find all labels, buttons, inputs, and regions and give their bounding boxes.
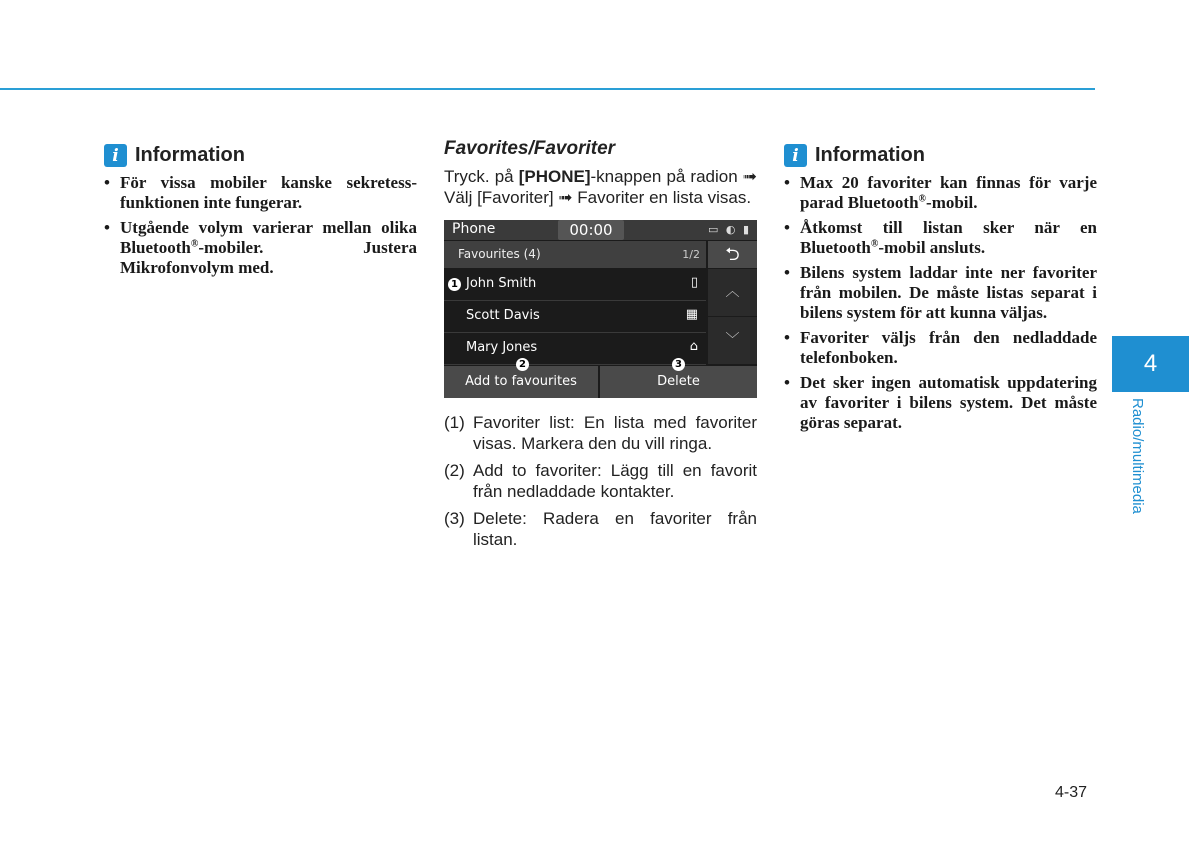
phone-screen-figure: [444, 220, 757, 398]
scroll-up-icon[interactable]: ︿: [708, 269, 757, 316]
favourites-list-header: [444, 241, 706, 268]
header-rule: [0, 88, 1095, 90]
info-bullet: • Max 20 favoriter kan finnas för varje parad Bluetooth®-mobil.: [784, 173, 1097, 213]
favourite-row-john[interactable]: [444, 269, 706, 301]
info-bullet: • Favoriter väljs från den nedladdade telefonboken.: [784, 328, 1097, 368]
page-indicator: 1/2: [682, 248, 700, 261]
info-box-right: [784, 140, 1097, 438]
contact-name: John Smith: [466, 276, 537, 291]
scroll-down-icon[interactable]: ﹀: [708, 317, 757, 364]
info-bullet: • För vissa mobiler kanske sekretessfunktionen inte fungerar.: [104, 173, 417, 213]
favorites-section: [444, 140, 757, 556]
info-heading: [104, 144, 417, 167]
contact-name: Mary Jones: [466, 340, 538, 355]
info-bullet: • Åtkomst till listan sker när en Bluetooth®-mobil ansluts.: [784, 218, 1097, 258]
info-heading: [784, 144, 1097, 167]
info-bullet: • Bilens system laddar inte ner favoriter från mobilen. De måste listas separat i bilens system för att kunna väljas.: [784, 263, 1097, 323]
info-box-left: [104, 140, 417, 283]
screen-status-bar: [444, 220, 757, 240]
info-bullet: • Utgående volym varierar mellan olika Bluetooth®-mobiler. Justera Mikrofonvolym med.: [104, 218, 417, 278]
info-bullet-list: [784, 173, 1097, 433]
screen-clock: 00:00: [558, 220, 624, 240]
status-icons: ▭ ◐ ▮: [707, 223, 751, 236]
info-bullet-list: [104, 173, 417, 278]
favourite-row-mary[interactable]: [444, 333, 706, 365]
chapter-number-tab: 4: [1112, 336, 1189, 392]
screen-button-bar: [444, 366, 757, 398]
callout-marker-3: 3: [672, 358, 685, 371]
info-bullet: • Det sker ingen automatisk uppdatering av favoriter i bilens system. Det måste göras separat.: [784, 373, 1097, 433]
favourite-row-scott[interactable]: [444, 301, 706, 333]
info-title: Information: [135, 144, 245, 166]
callout-description: (3) Delete: Radera en favoriter från listan.: [444, 509, 757, 549]
intro-paragraph: Tryck. på [PHONE]-knappen på radion ➟ Välj [Favoriter] ➟ Favoriter en lista visas.: [444, 167, 758, 207]
add-to-favourites-button[interactable]: Add to favourites: [444, 366, 598, 398]
contact-name: Scott Davis: [466, 308, 540, 323]
page-number: 4-37: [1055, 784, 1088, 801]
section-title: Favorites/Favoriter: [444, 138, 616, 159]
favourites-count-label: Favourites (4): [458, 247, 541, 261]
info-icon: i: [104, 144, 127, 167]
delete-button[interactable]: Delete: [600, 366, 757, 398]
mobile-phone-icon: ▯: [690, 275, 698, 290]
callout-marker-2: 2: [516, 358, 529, 371]
callout-description-list: [444, 412, 757, 550]
callout-description: (2) Add to favoriter: Lägg till en favorit från nedladdade kontakter.: [444, 461, 757, 501]
back-icon[interactable]: ⮌: [708, 241, 757, 268]
callout-marker-1: 1: [448, 278, 461, 291]
info-title: Information: [815, 144, 925, 166]
chapter-label: Radio/multimedia: [1129, 398, 1146, 514]
info-icon: i: [784, 144, 807, 167]
office-icon: ▦: [685, 307, 698, 322]
home-icon: ⌂: [689, 339, 698, 354]
callout-description: (1) Favoriter list: En lista med favoriter visas. Markera den du vill ringa.: [444, 413, 757, 453]
screen-app-title: Phone: [452, 221, 496, 237]
